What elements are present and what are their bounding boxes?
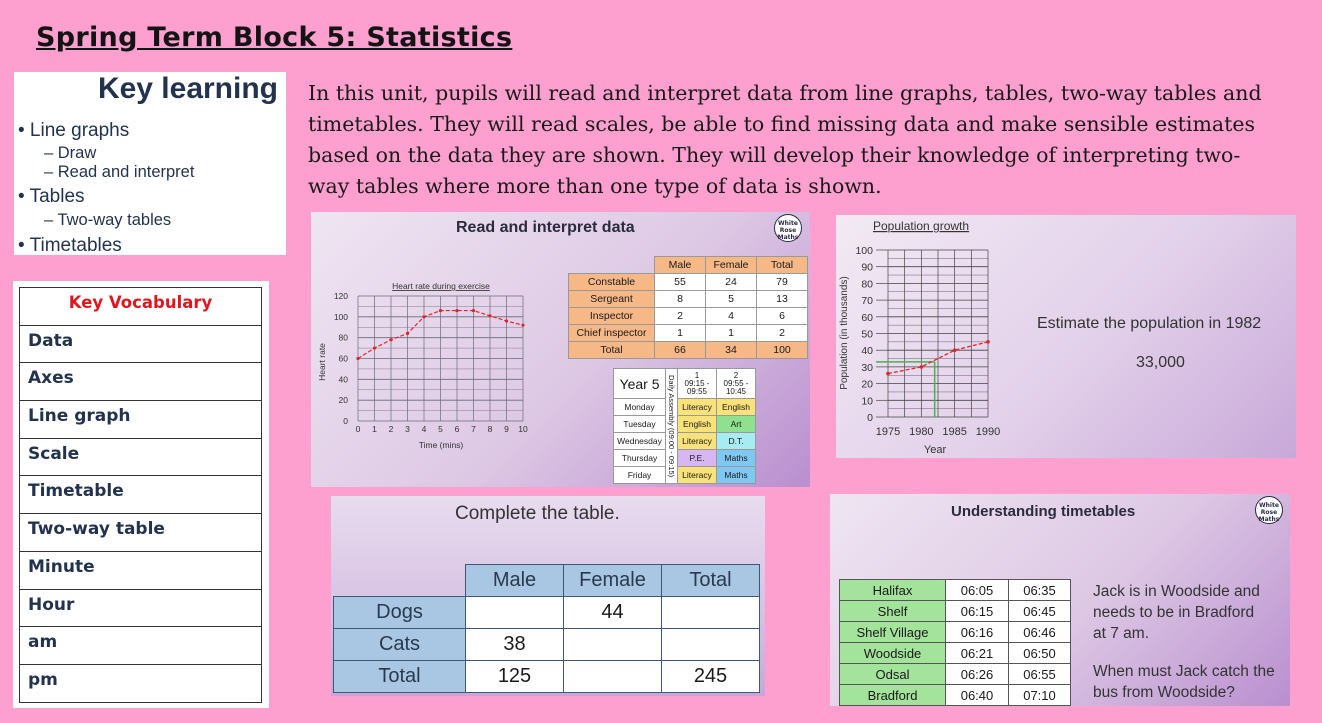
- heart-y-tick: 20: [338, 395, 348, 406]
- pop-y-tick: 70: [861, 295, 873, 308]
- police-cell: 55: [655, 274, 706, 291]
- police-cell: 8: [655, 291, 706, 308]
- heart-x-tick: 3: [405, 424, 410, 434]
- pets-cell: 44: [564, 597, 662, 629]
- pets-cell: 125: [466, 661, 564, 693]
- lesson: English: [678, 416, 717, 433]
- pop-y-tick: 80: [861, 278, 873, 291]
- pop-chart-title: Population growth: [873, 219, 970, 233]
- timetable-question-1: Jack is in Woodside and needs to be in Bradford at 7 am.: [1093, 583, 1260, 642]
- vocab-term: Timetable: [20, 476, 262, 514]
- page-title: Spring Term Block 5: Statistics: [36, 22, 513, 53]
- pets-cell: 245: [662, 661, 760, 693]
- police-row-label: Chief inspector: [569, 325, 655, 342]
- read-interpret-panel: [311, 212, 810, 487]
- bus-time: 06:45: [1009, 601, 1071, 622]
- heart-chart-title: Heart rate during exercise: [392, 281, 490, 291]
- bus-time: 06:40: [946, 685, 1009, 706]
- pets-table: [333, 564, 760, 693]
- heart-ticks: [334, 291, 528, 434]
- bus-stop: Halifax: [840, 580, 946, 601]
- bus-time: 07:10: [1009, 685, 1071, 706]
- police-header: Female: [706, 257, 757, 274]
- pets-header: Total: [662, 565, 760, 597]
- police-cell: 6: [757, 308, 808, 325]
- lesson: D.T.: [717, 433, 756, 450]
- heart-point: [505, 319, 508, 322]
- heart-y-tick: 80: [338, 332, 348, 343]
- heart-point: [356, 357, 359, 360]
- key-learning-item: – Read and interpret: [44, 163, 195, 181]
- vocab-term: Minute: [20, 551, 262, 589]
- pop-y-tick: 50: [861, 328, 873, 341]
- key-learning-item: • Tables: [18, 186, 85, 207]
- heart-x-tick: 6: [454, 424, 460, 434]
- pets-cell: [466, 597, 564, 629]
- police-cell: 100: [757, 342, 808, 359]
- bus-time: 06:15: [946, 601, 1009, 622]
- key-learning-box: [14, 72, 286, 255]
- pets-header-blank: [334, 565, 466, 597]
- heart-point: [488, 314, 491, 317]
- police-cell: 4: [706, 308, 757, 325]
- white-rose-logo: White Rose Maths: [774, 214, 802, 242]
- bus-time: 06:21: [946, 643, 1009, 664]
- key-learning-heading: Key learning: [97, 72, 278, 105]
- heart-chart-ylabel: Heart rate: [317, 343, 327, 381]
- population-chart: [836, 215, 1026, 458]
- pop-x-tick: 1985: [942, 426, 967, 438]
- police-header: Male: [655, 257, 706, 274]
- pop-chart-xlabel: Year: [923, 444, 947, 456]
- police-cell: 5: [706, 291, 757, 308]
- heart-x-tick: 8: [487, 424, 493, 434]
- heart-x-tick: 7: [471, 424, 476, 434]
- heart-point: [439, 309, 442, 312]
- key-learning-item: – Draw: [44, 144, 97, 162]
- pop-point: [953, 348, 957, 352]
- police-cell: 1: [706, 325, 757, 342]
- heart-x-tick: 10: [518, 424, 528, 434]
- key-vocabulary-box: [13, 281, 269, 708]
- pop-x-tick: 1975: [875, 426, 901, 438]
- heart-chart-xlabel: Time (mins): [418, 440, 464, 450]
- heart-point: [521, 324, 524, 327]
- vocab-term: am: [20, 627, 262, 665]
- police-cell: 1: [655, 325, 706, 342]
- complete-table-panel: [331, 496, 765, 696]
- key-learning-item: – Two-way tables: [44, 211, 172, 229]
- heart-y-tick: 120: [333, 291, 348, 301]
- pop-x-tick: 1990: [975, 426, 1001, 438]
- timetable-question-2: When must Jack catch the bus from Woodside?: [1093, 663, 1275, 701]
- bus-timetable: [839, 579, 1071, 706]
- heart-point: [422, 315, 425, 318]
- bus-time: 06:46: [1009, 622, 1071, 643]
- heart-x-tick: 1: [372, 424, 377, 434]
- key-vocabulary-table: [19, 287, 262, 703]
- pop-y-tick: 0: [867, 412, 873, 424]
- key-vocabulary-heading: Key Vocabulary: [20, 288, 262, 326]
- pop-grid: [888, 250, 988, 417]
- bus-time: 06:16: [946, 622, 1009, 643]
- period-2-header: 2 09:55 - 10:45: [717, 369, 756, 399]
- population-question: Estimate the population in 1982: [1037, 315, 1262, 332]
- police-table: [568, 256, 808, 359]
- lesson: Literacy: [678, 467, 717, 484]
- pets-cell: [662, 597, 760, 629]
- vocab-term: Data: [20, 325, 262, 363]
- pop-y-tick: 40: [861, 345, 873, 358]
- bus-timetable-panel: [830, 494, 1290, 706]
- day: Thursday: [614, 450, 666, 467]
- pop-chart-ylabel: Population (in thousands): [839, 276, 850, 390]
- heart-x-tick: 4: [421, 424, 427, 434]
- police-cell: 34: [706, 342, 757, 359]
- intro-paragraph: In this unit, pupils will read and interpret data from line graphs, tables, two-way tables and timetables. They will read scales, be able to find missing data and make sensible estimates based on the data they are shown. They will develop their knowledge of interpreting two-way tables where more than one type of data is shown.: [308, 81, 1262, 198]
- police-cell: 13: [757, 291, 808, 308]
- assembly-cell: [666, 369, 678, 484]
- lesson: Literacy: [678, 399, 717, 416]
- school-timetable: [613, 368, 756, 484]
- bus-stop: Bradford: [840, 685, 946, 706]
- heart-y-tick: 0: [343, 416, 348, 426]
- heart-grid: [358, 296, 523, 421]
- bus-stop: Shelf: [840, 601, 946, 622]
- pop-x-tick: 1980: [909, 426, 934, 438]
- pop-y-tick: 30: [861, 361, 873, 374]
- period-1-header: 1 09:15 - 09:55: [678, 369, 717, 399]
- heart-y-tick: 40: [338, 374, 348, 385]
- panel-title: Understanding timetables: [951, 503, 1136, 520]
- vocab-term: Axes: [20, 363, 262, 401]
- heart-point: [472, 309, 475, 312]
- pop-y-tick: 20: [861, 378, 873, 391]
- lesson: Maths: [717, 450, 756, 467]
- pets-cell: [564, 661, 662, 693]
- police-cell: 2: [757, 325, 808, 342]
- pop-y-tick: 60: [861, 311, 873, 324]
- pets-cell: [662, 629, 760, 661]
- day: Monday: [614, 399, 666, 416]
- heart-point: [406, 332, 409, 335]
- bus-time: 06:50: [1009, 643, 1071, 664]
- white-rose-logo: White Rose Maths: [1255, 496, 1283, 524]
- lesson: Maths: [717, 467, 756, 484]
- pop-ticks: [855, 245, 1000, 438]
- pop-point: [920, 365, 924, 369]
- pets-header: Male: [466, 565, 564, 597]
- vocab-term: Line graph: [20, 401, 262, 439]
- police-cell: 24: [706, 274, 757, 291]
- bus-time: 06:35: [1009, 580, 1071, 601]
- lesson: English: [717, 399, 756, 416]
- complete-table-title: Complete the table.: [455, 503, 620, 524]
- bus-stop: Odsal: [840, 664, 946, 685]
- police-row-label: Sergeant: [569, 291, 655, 308]
- heart-x-tick: 9: [504, 424, 509, 434]
- heart-point: [373, 346, 376, 349]
- police-row-label: Inspector: [569, 308, 655, 325]
- bus-stop: Woodside: [840, 643, 946, 664]
- lesson: Art: [717, 416, 756, 433]
- day: Friday: [614, 467, 666, 484]
- heart-rate-chart: [311, 272, 561, 472]
- police-row-label: Total: [569, 342, 655, 359]
- heart-point: [455, 309, 458, 312]
- vocab-term: pm: [20, 664, 262, 702]
- vocab-term: Scale: [20, 438, 262, 476]
- police-cell: 79: [757, 274, 808, 291]
- pets-row-label: Cats: [334, 629, 466, 661]
- police-cell: 2: [655, 308, 706, 325]
- pets-row-label: Total: [334, 661, 466, 693]
- pop-y-tick: 100: [855, 245, 873, 257]
- police-header-blank: [569, 257, 655, 274]
- bus-time: 06:55: [1009, 664, 1071, 685]
- heart-y-tick: 60: [338, 353, 348, 364]
- pets-row-label: Dogs: [334, 597, 466, 629]
- heart-x-tick: 5: [438, 424, 443, 434]
- heart-point: [389, 338, 392, 341]
- police-cell: 66: [655, 342, 706, 359]
- pop-y-tick: 90: [861, 261, 873, 274]
- population-panel: [836, 215, 1296, 458]
- assembly-label: Daily Assembly (09:00 - 09:15): [667, 374, 676, 478]
- pop-point: [986, 340, 990, 344]
- lesson: P.E.: [678, 450, 717, 467]
- vocab-term: Hour: [20, 589, 262, 627]
- police-header: Total: [757, 257, 808, 274]
- pets-cell: 38: [466, 629, 564, 661]
- timetable-label: Year 5: [614, 369, 666, 399]
- pets-header: Female: [564, 565, 662, 597]
- population-answer: 33,000: [1136, 354, 1185, 371]
- heart-y-tick: 100: [333, 311, 348, 322]
- lesson: Literacy: [678, 433, 717, 450]
- heart-x-tick: 0: [355, 424, 361, 434]
- key-learning-item: • Line graphs: [18, 120, 130, 141]
- pop-point: [886, 372, 890, 376]
- bus-stop: Shelf Village: [840, 622, 946, 643]
- key-learning-item: • Timetables: [18, 235, 122, 256]
- day: Tuesday: [614, 416, 666, 433]
- bus-time: 06:26: [946, 664, 1009, 685]
- pop-y-tick: 10: [861, 395, 873, 408]
- pets-cell: [564, 629, 662, 661]
- bus-time: 06:05: [946, 580, 1009, 601]
- day: Wednesday: [614, 433, 666, 450]
- panel-title: Read and interpret data: [456, 219, 635, 236]
- vocab-term: Two-way table: [20, 514, 262, 552]
- police-row-label: Constable: [569, 274, 655, 291]
- heart-x-tick: 2: [388, 424, 394, 434]
